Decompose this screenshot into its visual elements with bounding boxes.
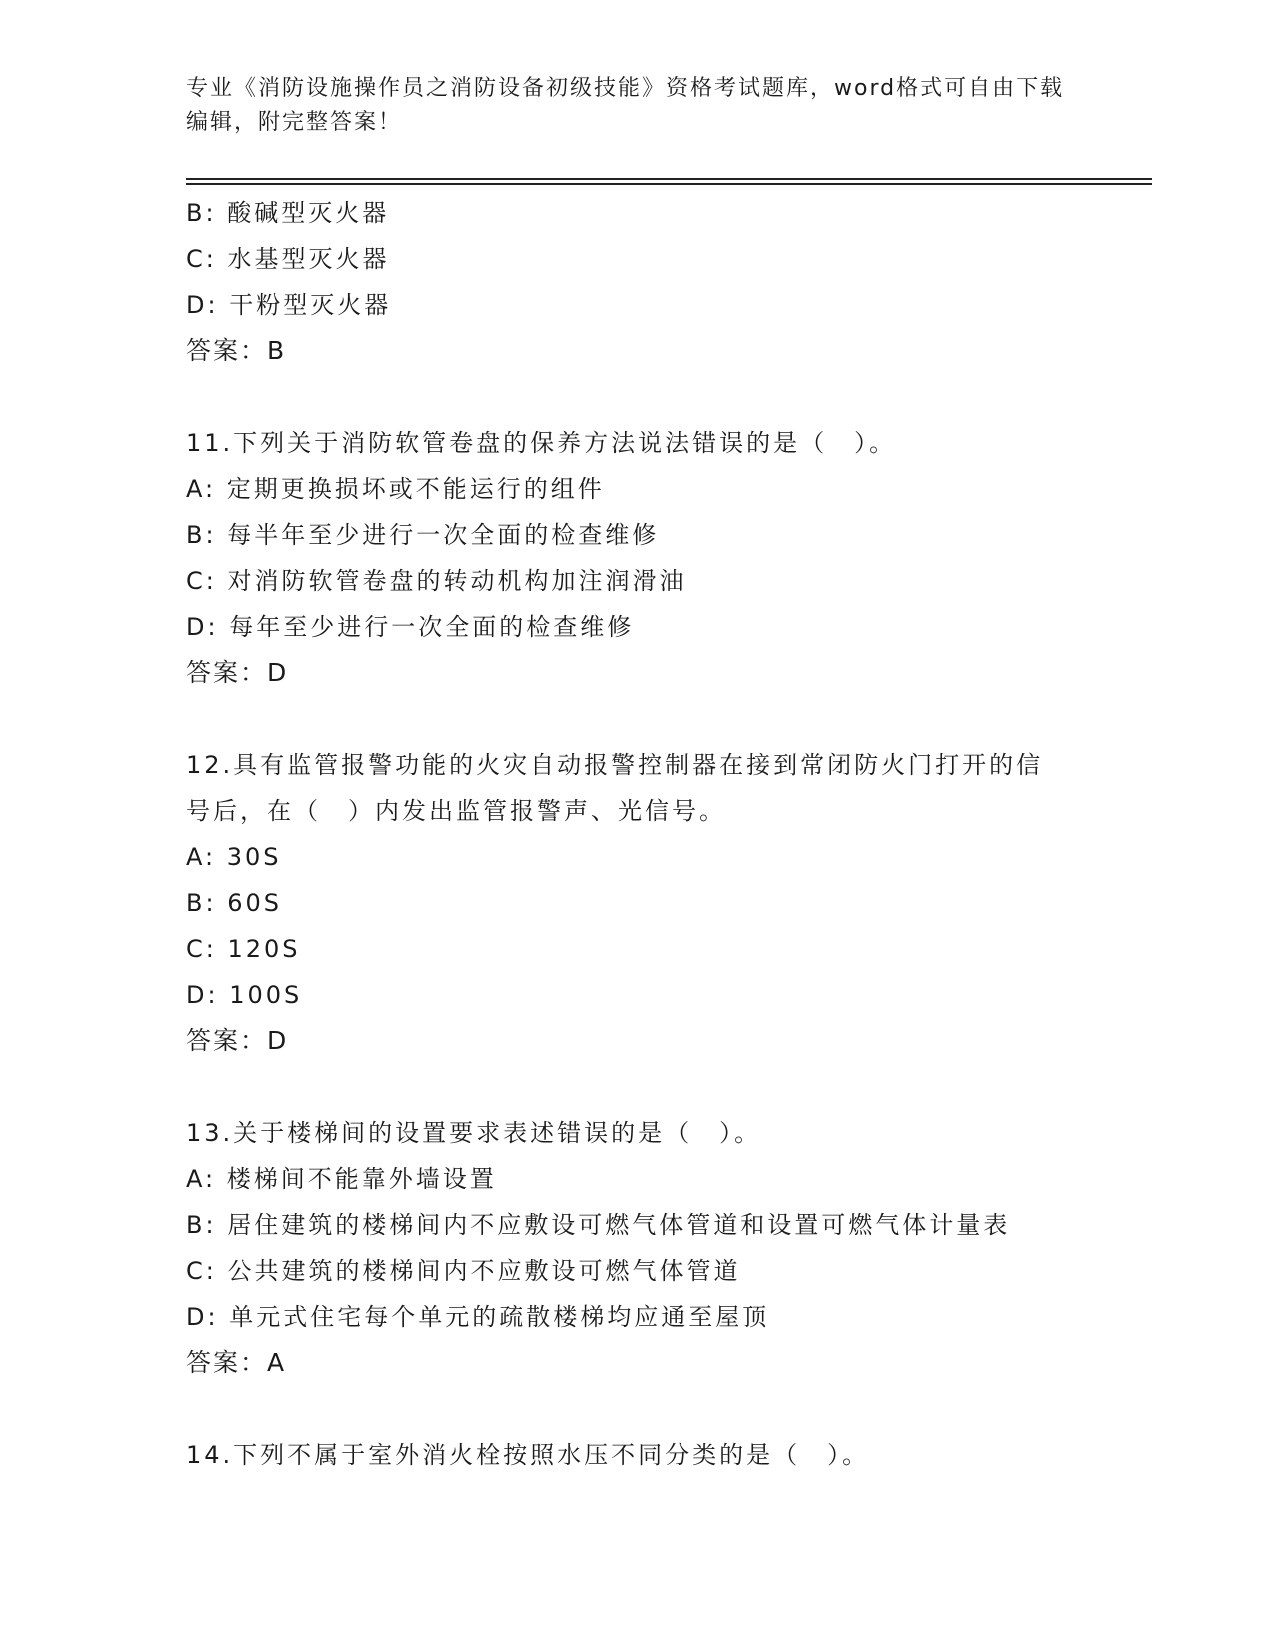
option-text: 楼梯间不能靠外墙设置 — [226, 1165, 497, 1193]
option-c — [186, 926, 1146, 972]
option-label: B: — [186, 199, 217, 227]
option-text: 每年至少进行一次全面的检查维修 — [229, 613, 635, 641]
option-label: D: — [186, 981, 219, 1009]
option-label: D: — [186, 291, 219, 319]
option-label: A: — [186, 1165, 217, 1193]
option-text: 100S — [229, 981, 303, 1009]
option-text: 定期更换损坏或不能运行的组件 — [226, 475, 605, 503]
header-rule-top — [186, 178, 1152, 180]
option-a — [186, 466, 1146, 512]
option-label: B: — [186, 521, 217, 549]
option-text: 对消防软管卷盘的转动机构加注润滑油 — [227, 567, 687, 595]
option-b — [186, 512, 1146, 558]
document-header: 专业《消防设施操作员之消防设备初级技能》资格考试题库，word格式可自由下载编辑，附完整答案！ — [186, 76, 1065, 135]
option-b — [186, 190, 1146, 236]
option-text: 30S — [226, 843, 282, 871]
option-d — [186, 1294, 1146, 1340]
option-b — [186, 880, 1146, 926]
option-label: C: — [186, 935, 217, 963]
option-text: 公共建筑的楼梯间内不应敷设可燃气体管道 — [227, 1257, 741, 1285]
question-stem-11: 11.下列关于消防软管卷盘的保养方法说法错误的是（ ）。 — [186, 429, 897, 457]
option-label: A: — [186, 843, 217, 871]
option-d — [186, 604, 1146, 650]
option-label: D: — [186, 1303, 219, 1331]
option-label: C: — [186, 245, 217, 273]
spacer — [186, 1386, 1146, 1432]
spacer — [186, 696, 1146, 742]
question-stem-14: 14.下列不属于室外消火栓按照水压不同分类的是（ ）。 — [186, 1441, 870, 1469]
question-stem-13: 13.关于楼梯间的设置要求表述错误的是（ ）。 — [186, 1119, 762, 1147]
option-label: C: — [186, 1257, 217, 1285]
option-text: 单元式住宅每个单元的疏散楼梯均应通至屋顶 — [229, 1303, 770, 1331]
question-stem-12: 12.具有监管报警功能的火灾自动报警控制器在接到常闭防火门打开的信号后，在（ ）内发出监管报警声、光信号。 — [186, 751, 1044, 825]
option-text: 干粉型灭火器 — [229, 291, 392, 319]
option-label: C: — [186, 567, 217, 595]
option-text: 60S — [227, 889, 282, 917]
answer-line: 答案：D — [186, 658, 289, 687]
option-c — [186, 236, 1146, 282]
header-rule-bottom — [186, 183, 1152, 185]
question-content — [186, 190, 1146, 1478]
answer-line: 答案：D — [186, 1026, 289, 1055]
option-d — [186, 972, 1146, 1018]
option-a — [186, 1156, 1146, 1202]
option-b — [186, 1202, 1146, 1248]
option-label: B: — [186, 889, 217, 917]
option-d — [186, 282, 1146, 328]
option-text: 居住建筑的楼梯间内不应敷设可燃气体管道和设置可燃气体计量表 — [227, 1211, 1011, 1239]
option-text: 水基型灭火器 — [227, 245, 390, 273]
option-c — [186, 558, 1146, 604]
spacer — [186, 374, 1146, 420]
option-label: A: — [186, 475, 217, 503]
option-text: 每半年至少进行一次全面的检查维修 — [227, 521, 660, 549]
option-label: D: — [186, 613, 219, 641]
option-text: 酸碱型灭火器 — [227, 199, 390, 227]
answer-line: 答案：B — [186, 336, 287, 365]
option-label: B: — [186, 1211, 217, 1239]
answer-line: 答案：A — [186, 1348, 287, 1377]
option-c — [186, 1248, 1146, 1294]
spacer — [186, 1064, 1146, 1110]
option-text: 120S — [227, 935, 301, 963]
option-a — [186, 834, 1146, 880]
